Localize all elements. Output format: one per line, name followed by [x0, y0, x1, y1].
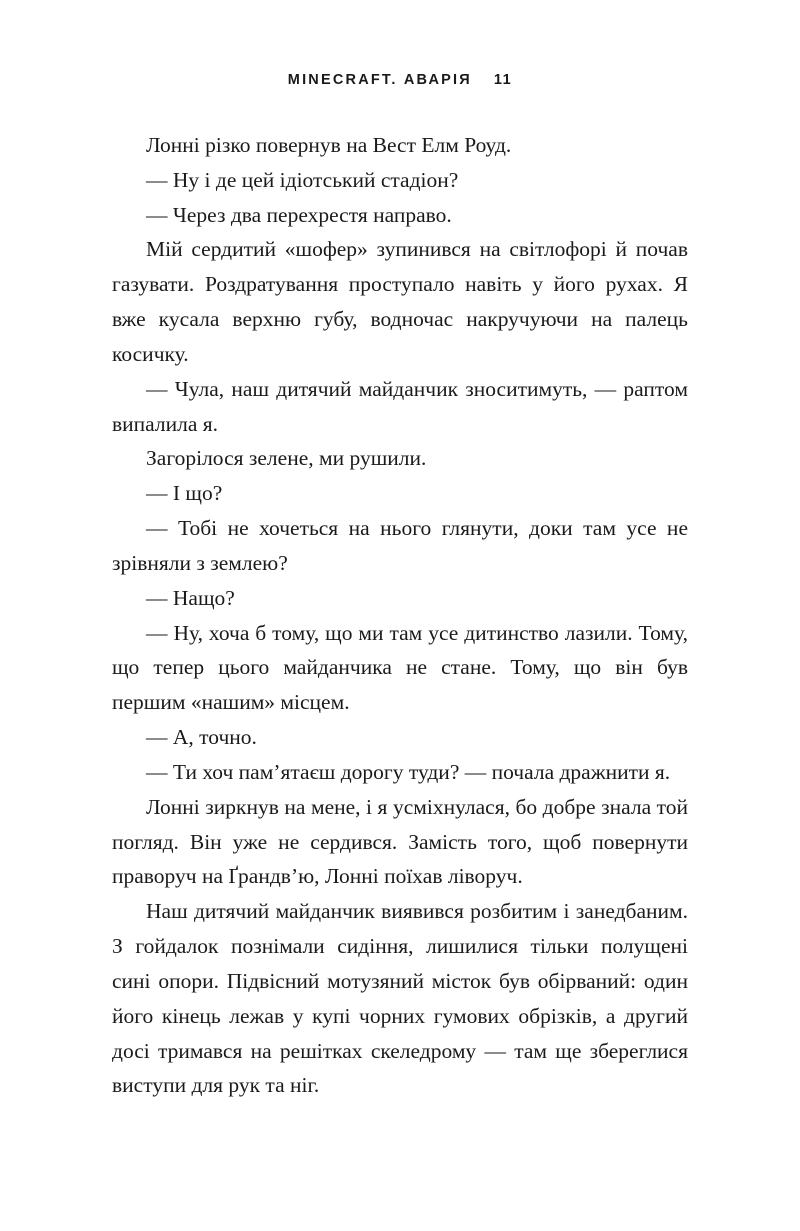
paragraph: Лонні різко повернув на Вест Елм Роуд. — [146, 133, 512, 157]
paragraph: — Чула, наш дитячий майданчик зноситимуть, — раптом випалила я. — [112, 376, 688, 436]
paragraph: — Ну, хоча б тому, що ми там усе дитинство лазили. Тому, що тепер цього майданчика не стане. Тому, що він був першим «нашим» місцем. — [112, 620, 688, 715]
paragraph: Лонні зиркнув на мене, і я усміхнулася, бо добре знала той погляд. Він уже не сердився. Замість того, щоб повернути праворуч на Ґрандв’ю, Лонні поїхав ліворуч. — [112, 794, 688, 889]
paragraph: — Через два перехрестя направо. — [146, 202, 452, 227]
running-head — [112, 72, 688, 88]
page-number: 11 — [493, 72, 513, 88]
paragraph: Мій сердитий «шофер» зупинився на світлофорі й почав газувати. Роздратування проступало навіть у його рухах. Я вже кусала верхню губу, водночас накручуючи на палець косичку. — [112, 237, 688, 366]
paragraph: — Тобі не хочеться на нього глянути, доки там усе не зрівняли з землею? — [112, 516, 688, 575]
running-head-title: MINECRAFT. АВАРІЯ — [287, 72, 472, 88]
paragraph: Наш дитячий майданчик виявився розбитим і занедбаним. З гойдалок познімали сидіння, лишилися тільки полущені сині опори. Підвісний мотузяний місток був обірваний: один його кінець лежав у купі чорних гумових обрізків, а другий досі тримався на решітках скеледрому — там ще збереглися виступи для рук та ніг. — [112, 899, 688, 1098]
paragraph: — Нащо? — [146, 585, 235, 610]
paragraph: — Ну і де цей ідіотський стадіон? — [146, 167, 459, 192]
paragraph: — А, точно. — [146, 725, 257, 750]
body-text — [112, 128, 688, 1103]
paragraph: — І що? — [146, 481, 223, 506]
paragraph: — Ти хоч пам’ятаєш дорогу туди? — почала дражнити я. — [146, 759, 671, 784]
paragraph: Загорілося зелене, ми рушили. — [146, 446, 427, 471]
